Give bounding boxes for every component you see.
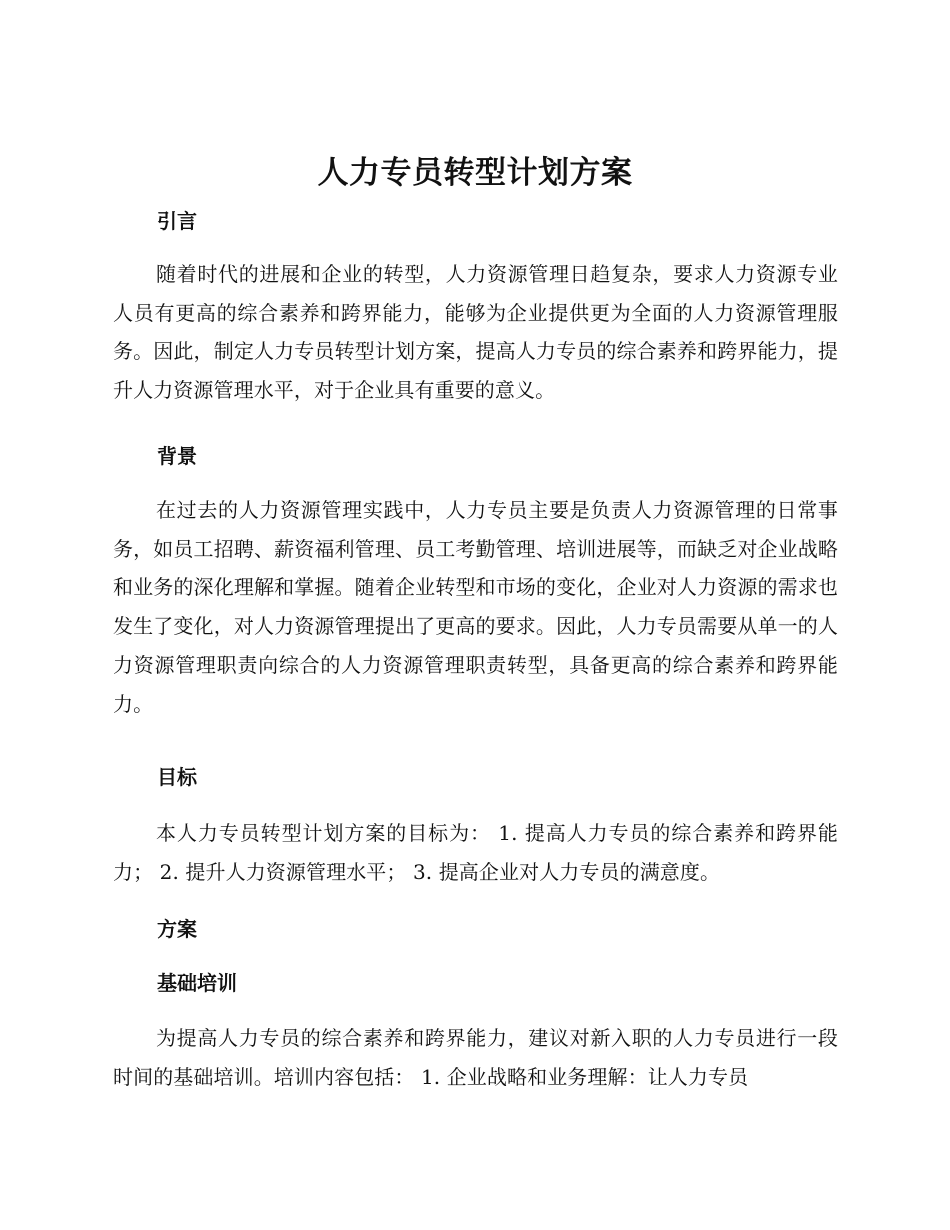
document-title: 人力专员转型计划方案 [317, 155, 633, 191]
section-heading-background: 背景 [157, 444, 197, 468]
section-paragraph-intro: 随着时代的进展和企业的转型，人力资源管理日趋复杂，要求人力资源专业人员有更高的综合素养和跨界能力，能够为企业提供更为全面的人力资源管理服务。因此，制定人力专员转型计划方案，提高人力专员的综合素养和跨界能力，提升人力资源管理水平，对于企业具有重要的意义。 [113, 262, 838, 403]
section-paragraph-background: 在过去的人力资源管理实践中，人力专员主要是负责人力资源管理的日常事务，如员工招聘、薪资福利管理、员工考勤管理、培训进展等，而缺乏对企业战略和业务的深化理解和掌握。随着企业转型和市场的变化，企业对人力资源的需求也发生了变化，对人力资源管理提出了更高的要求。因此，人力专员需要从单一的人力资源管理职责向综合的人力资源管理职责转型，具备更高的综合素养和跨界能力。 [113, 498, 838, 716]
section-heading-plan: 方案 [157, 917, 197, 941]
section-paragraph-basic-training: 为提高人力专员的综合素养和跨界能力，建议对新入职的人力专员进行一段时间的基础培训。培训内容包括： 1. 企业战略和业务理解：让人力专员 [113, 1026, 838, 1089]
section-heading-intro: 引言 [157, 209, 197, 233]
section-paragraph-goals: 本人力专员转型计划方案的目标为： 1. 提高人力专员的综合素养和跨界能力； 2. 提升人力资源管理水平； 3. 提高企业对人力专员的满意度。 [113, 821, 838, 884]
section-heading-goals: 目标 [157, 765, 197, 789]
section-heading-basic-training: 基础培训 [157, 971, 237, 995]
